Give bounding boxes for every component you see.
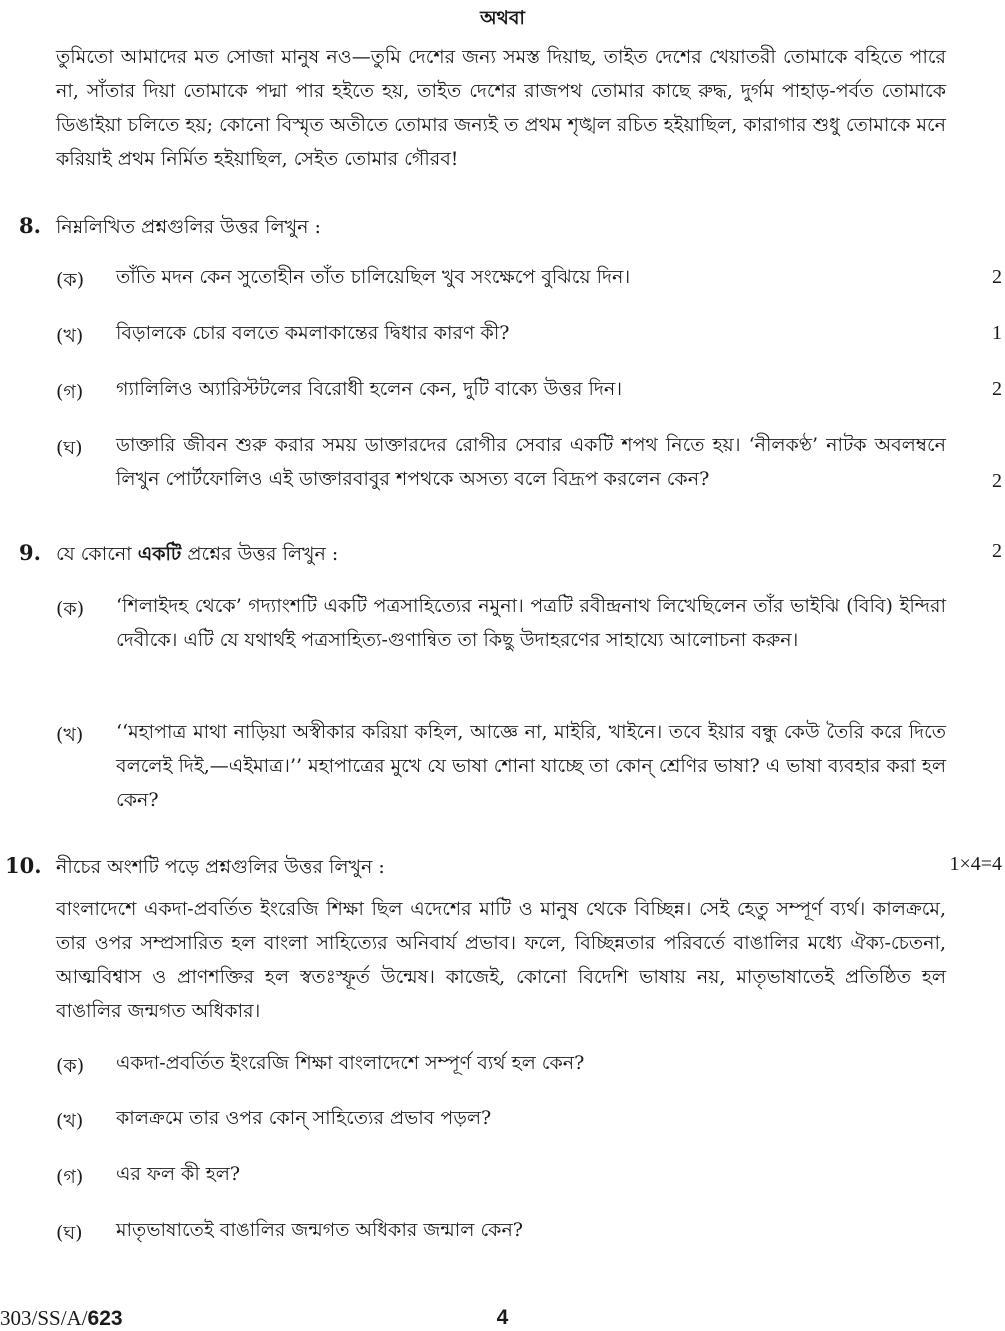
question-9-text-pre: যে কোনো [56, 543, 138, 565]
q10-item-kha-label: (খ) [56, 1110, 84, 1132]
question-9-number: 9. [19, 540, 41, 565]
section-heading-athaba: অথবা [480, 7, 525, 29]
passage-2: বাংলাদেশে একদা-প্রবর্তিত ইংরেজি শিক্ষা ছিল এদেশের মাটি ও মানুষ থেকে বিচ্ছিন্ন। সেই হেতু সম্পূর্ণ ব্যর্থ। কালক্রমে, তার ওপর সম্প্রসারিত হল বাংলা সাহিত্যের অনিবার্য প্রভাব। ফলে, বিচ্ছিন্নতার পরিবর্তে বাঙালির মধ্যে ঐক্য-চেতনা, আত্মবিশ্বাস ও প্রাণশক্তির হল স্বতঃস্ফূর্ত উন্মেষ। কাজেই, কোনো বিদেশি ভাষায় নয়, মাতৃভাষাতেই প্রতিষ্ঠিত হল বাঙালির জন্মগত অধিকার। [56, 898, 946, 1022]
q8-item-ka-text: তাঁতি মদন কেন সুতোহীন তাঁত চালিয়েছিল খুব সংক্ষেপে বুঝিয়ে দিন। [116, 266, 631, 288]
paper-code-number: 623 [87, 1307, 123, 1330]
q9-item-ka-text: ‘শিলাইদহ থেকে’ গদ্যাংশটি একটি পত্রসাহিত্যের নমুনা। পত্রটি রবীন্দ্রনাথ লিখেছিলেন তাঁর ভাইঝি (বিবি) ইন্দিরা দেবীকে। এটি যে যথার্থই পত্রসাহিত্য-গুণান্বিত তা কিছু উদাহরণের সাহায্যে আলোচনা করুন। [116, 595, 946, 651]
q10-item-ga-label: (গ) [56, 1166, 84, 1188]
q8-item-ka-label: (ক) [56, 269, 85, 291]
question-9-text-post: প্রশ্নের উত্তর লিখুন : [181, 543, 339, 565]
question-8-number: 8. [19, 213, 41, 238]
q10-item-kha-text: কালক্রমে তার ওপর কোন্ সাহিত্যের প্রভাব পড়ল? [116, 1107, 492, 1129]
q8-item-gha-label: (ঘ) [56, 437, 83, 459]
question-10-text: নীচের অংশটি পড়ে প্রশ্নগুলির উত্তর লিখুন : [56, 856, 385, 878]
question-9-text-bold: একটি [137, 543, 182, 565]
q10-item-ga-text: এর ফল কী হল? [116, 1163, 241, 1185]
q10-item-gha-text: মাতৃভাষাতেই বাঙালির জন্মগত অধিকার জন্মাল কেন? [116, 1219, 523, 1241]
question-10-marks: 1×4=4 [949, 853, 1002, 875]
q9-item-kha-text: ‘‘মহাপাত্র মাথা নাড়িয়া অস্বীকার করিয়া কহিল, আজ্ঞে না, মাইরি, খাইনে। তবে ইয়ার বন্ধু কেউ তৈরি করে দিতে বললেই দিই,—এইমাত্র।’’ মহাপাত্রের মুখে যে ভাষা শোনা যাচ্ছে তা কোন্ শ্রেণির ভাষা? এ ভাষা ব্যবহার করা হল কেন? [116, 721, 946, 811]
question-9-text [56, 540, 338, 572]
q8-item-ga-marks: 2 [992, 378, 1002, 400]
q9-item-kha-label: (খ) [56, 724, 84, 746]
q8-item-ga-text: গ্যালিলিও অ্যারিস্টটলের বিরোধী হলেন কেন, দুটি বাক্যে উত্তর দিন। [116, 378, 623, 400]
question-10-number: 10. [5, 853, 42, 878]
q9-item-ka-label: (ক) [56, 598, 85, 620]
q10-item-ka-text: একদা-প্রবর্তিত ইংরেজি শিক্ষা বাংলাদেশে সম্পূর্ণ ব্যর্থ হল কেন? [116, 1052, 585, 1074]
q8-item-ka-marks: 2 [992, 266, 1002, 288]
paper-code-prefix: 303/SS/A/ [0, 1306, 88, 1330]
q8-item-kha-marks: 1 [992, 322, 1002, 344]
passage-1: তুমিতো আমাদের মত সোজা মানুষ নও—তুমি দেশের জন্য সমস্ত দিয়াছ, তাইত দেশের খেয়াতরী তোমাকে বহিতে পারে না, সাঁতার দিয়া তোমাকে পদ্মা পার হইতে হয়, তাইত দেশের রাজপথ তোমার কাছে রুদ্ধ, দুর্গম পাহাড়-পর্বত তোমাকে ডিঙাইয়া চলিতে হয়; কোনো বিস্মৃত অতীতে তোমার জন্যই ত প্রথম শৃঙ্খল রচিত হইয়াছিল, কারাগার শুধু তোমাকে মনে করিয়াই প্রথম নির্মিত হইয়াছিল, সেইত তোমার গৌরব! [56, 46, 946, 170]
q10-item-ka-label: (ক) [56, 1055, 85, 1077]
question-8-text: নিম্নলিখিত প্রশ্নগুলির উত্তর লিখুন : [56, 216, 321, 238]
q8-item-ga-label: (গ) [56, 381, 84, 403]
q8-item-kha-text: বিড়ালকে চোর বলতে কমলাকান্তের দ্বিধার কারণ কী? [116, 322, 510, 344]
q10-item-gha-label: (ঘ) [56, 1222, 83, 1244]
q8-item-kha-label: (খ) [56, 325, 84, 347]
q8-item-gha-marks: 2 [992, 470, 1002, 492]
question-9-marks: 2 [992, 540, 1002, 562]
q8-item-gha-text: ডাক্তারি জীবন শুরু করার সময় ডাক্তারদের রোগীর সেবার একটি শপথ নিতে হয়। ‘নীলকণ্ঠ’ নাটক অবলম্বনে লিখুন পোর্টফোলিও এই ডাক্তারবাবুর শপথকে অসত্য বলে বিদ্রূপ করলেন কেন? [116, 434, 946, 490]
page-number: 4 [496, 1306, 509, 1329]
